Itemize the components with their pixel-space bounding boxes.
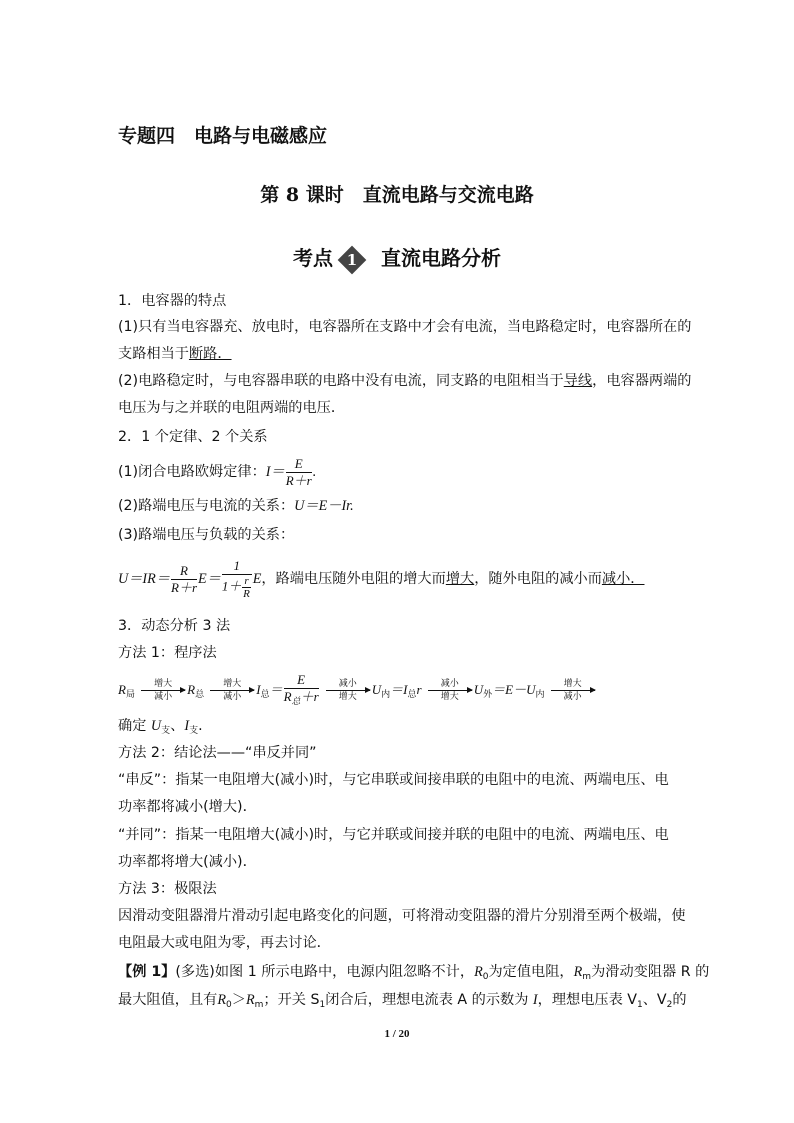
topic-number-badge: 1 bbox=[339, 247, 365, 273]
paragraph-line: 电阻最大或电阻为零，再去讨论． bbox=[118, 935, 331, 951]
section-heading-1: 1．电容器的特点 bbox=[118, 293, 227, 309]
paragraph-line: (1)只有当电容器充、放电时，电容器所在支路中才会有电流，当电路稳定时，电容器所在的 bbox=[118, 319, 692, 335]
confirm-line: 确定 $U_支$、$I_支$. bbox=[118, 718, 203, 736]
answer-blank: 减小． bbox=[601, 571, 645, 587]
paragraph-line: 支路相当于断路． bbox=[118, 346, 232, 362]
paragraph-line: 因滑动变阻器滑片滑动引起电路变化的问题，可将滑动变阻器的滑片分别滑至两个极端，使 bbox=[118, 908, 686, 924]
load-relation-line: (3)路端电压与负载的关系： bbox=[118, 527, 295, 543]
topic-heading bbox=[0, 244, 794, 273]
fraction: $\frac{E}{R+r}$ bbox=[285, 455, 312, 488]
answer-blank: 断路． bbox=[188, 346, 232, 362]
method-2-title: 方法 2：结论法——“串反并同” bbox=[118, 745, 317, 761]
load-formula-line: U＝IR＝ $\frac{R}{R+r}$ E＝ 1 1＋ $\frac{r}{R}$ E，路端电压随外电阻的增大而增大，随外电阻的减小而减小． bbox=[118, 558, 645, 600]
arrow-increase-decrease: 增大 减小 bbox=[141, 679, 185, 702]
formula: I＝ bbox=[265, 464, 285, 480]
arrow-decrease-increase: 减小 增大 bbox=[326, 679, 370, 702]
method-1-title: 方法 1：程序法 bbox=[118, 645, 217, 661]
chapter-title: 专题四 电路与电磁感应 bbox=[118, 125, 328, 147]
topic-prefix: 考点 bbox=[293, 246, 333, 270]
arrow-increase-decrease: 增大 减小 bbox=[551, 679, 595, 702]
example-line-1: 【例 1】(多选)如图 1 所示电路中，电源内阻忽略不计，$R_0$为定值电阻，$R_m$为滑动变阻器 R 的 bbox=[118, 964, 710, 982]
answer-blank: 导线 bbox=[563, 373, 593, 389]
formula: U＝E－Ir. bbox=[294, 498, 354, 514]
paragraph-line: 功率都将增大(减小)． bbox=[118, 854, 257, 870]
terminal-voltage-line: (2)路端电压与电流的关系：U＝E－Ir. bbox=[118, 498, 354, 514]
arrow-decrease-increase: 减小 增大 bbox=[428, 679, 472, 702]
page-number: 1 / 20 bbox=[384, 1028, 410, 1040]
answer-blank: 增大 bbox=[445, 571, 475, 587]
lesson-title: 第 8 课时 直流电路与交流电路 bbox=[260, 184, 534, 206]
topic-name: 直流电路分析 bbox=[381, 246, 501, 270]
example-line-2: 最大阻值，且有$R_0>R_m$；开关 $S_1$闭合后，理想电流表 A 的示数为 I，理想电压表 $V_1$、$V_2$的 bbox=[118, 992, 687, 1010]
paragraph-line: “并同”：指某一电阻增大(减小)时，与它并联或间接并联的电阻中的电流、两端电压、电 bbox=[118, 827, 669, 843]
paragraph-line: 电压为与之并联的电阻两端的电压． bbox=[118, 400, 346, 416]
fraction: 1 1＋ $\frac{r}{R}$ bbox=[221, 558, 250, 600]
method-3-title: 方法 3：极限法 bbox=[118, 881, 217, 897]
section-heading-3: 3．动态分析 3 法 bbox=[118, 618, 231, 634]
arrow-increase-decrease: 增大 减小 bbox=[210, 679, 254, 702]
program-method-chain: $R_局$ 增大 减小 $R_总$ 增大 减小 $I_总=$ $\frac{E}{R_总+r}$ 减小 增大 $U_内=I_总r$ 减小 增大 $U_外=E-U_内$ 增大 减小 bbox=[118, 672, 597, 713]
fraction: $\frac{R}{R+r}$ bbox=[171, 562, 198, 595]
section-heading-2: 2．1 个定律、2 个关系 bbox=[118, 429, 268, 445]
paragraph-line: (2)电路稳定时，与电容器串联的电路中没有电流，同支路的电阻相当于导线，电容器两端的 bbox=[118, 373, 692, 389]
example-label: 【例 1】 bbox=[118, 964, 176, 980]
paragraph-line: 功率都将减小(增大)． bbox=[118, 799, 257, 815]
ohm-law-line: (1)闭合电路欧姆定律：I＝ $\frac{E}{R+r}$ . bbox=[118, 455, 317, 488]
paragraph-line: “串反”：指某一电阻增大(减小)时，与它串联或间接串联的电阻中的电流、两端电压、电 bbox=[118, 772, 669, 788]
fraction: $\frac{E}{R_总+r}$ bbox=[283, 672, 319, 706]
